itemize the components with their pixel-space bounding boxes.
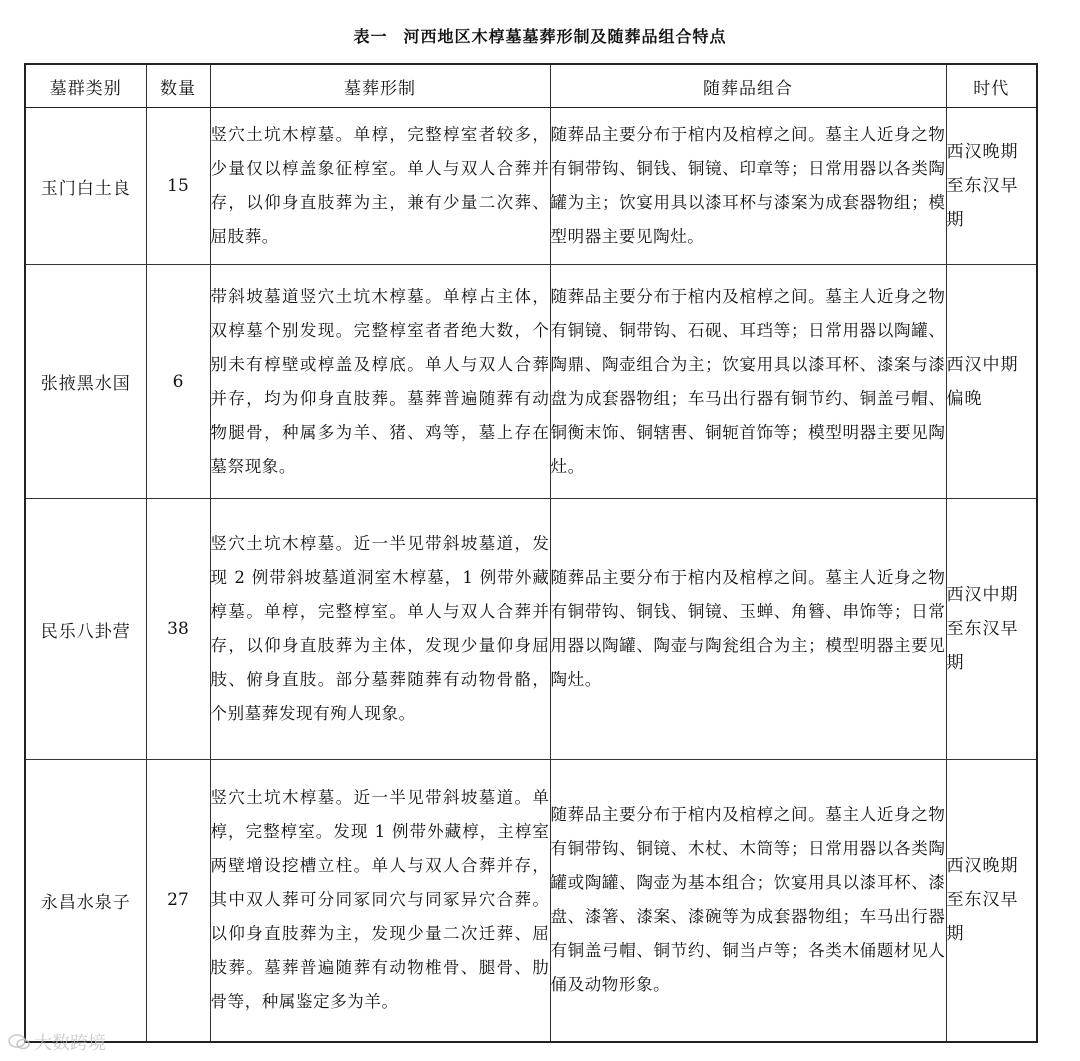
cell-count: 15 bbox=[146, 108, 210, 265]
cell-count: 6 bbox=[146, 265, 210, 499]
burial-table bbox=[24, 63, 1038, 1043]
watermark-text: 大数跨境 bbox=[34, 1033, 106, 1054]
table-row bbox=[25, 499, 1037, 760]
cell-group: 永昌水泉子 bbox=[25, 760, 146, 1042]
cell-form: 竖穴土坑木椁墓。近一半见带斜坡墓道。单椁，完整椁室。发现 1 例带外藏椁，主椁室两壁增设挖槽立柱。单人与双人合葬并存，其中双人葬可分同冢同穴与同冢异穴合葬。以仰身直肢葬为主，发现少量二次迁葬、屈肢葬。墓葬普遍随葬有动物椎骨、腿骨、肋骨等，种属鉴定多为羊。 bbox=[210, 760, 550, 1042]
table-caption: 河西地区木椁墓墓葬形制及随葬品组合特点 bbox=[403, 27, 727, 46]
cell-form: 竖穴土坑木椁墓。单椁，完整椁室者较多，少量仅以椁盖象征椁室。单人与双人合葬并存，以仰身直肢葬为主，兼有少量二次葬、屈肢葬。 bbox=[210, 108, 550, 265]
table-row bbox=[25, 760, 1037, 1042]
cell-goods: 随葬品主要分布于棺内及棺椁之间。墓主人近身之物有铜镜、铜带钩、石砚、耳珰等；日常用器以陶罐、陶鼎、陶壶组合为主；饮宴用具以漆耳杯、漆案与漆盘为成套器物组；车马出行器有铜节约、铜盖弓帽、铜衡末饰、铜辖軎、铜轭首饰等；模型明器主要见陶灶。 bbox=[550, 265, 946, 499]
header-form: 墓葬形制 bbox=[210, 64, 550, 108]
header-goods: 随葬品组合 bbox=[550, 64, 946, 108]
cell-period: 西汉晚期至东汉早期 bbox=[946, 108, 1037, 265]
cell-period: 西汉晚期至东汉早期 bbox=[946, 760, 1037, 1042]
cell-form: 带斜坡墓道竖穴土坑木椁墓。单椁占主体，双椁墓个别发现。完整椁室者者绝大数，个别未有椁壁或椁盖及椁底。单人与双人合葬并存，均为仰身直肢葬。墓葬普遍随葬有动物腿骨，种属多为羊、猪、鸡等，墓上存在墓祭现象。 bbox=[210, 265, 550, 499]
header-group: 墓群类别 bbox=[25, 64, 146, 108]
cell-group: 张掖黑水国 bbox=[25, 265, 146, 499]
cell-form: 竖穴土坑木椁墓。近一半见带斜坡墓道，发现 2 例带斜坡墓道洞室木椁墓，1 例带外藏椁墓。单椁，完整椁室。单人与双人合葬并存，以仰身直肢葬为主体，发现少量仰身屈肢、俯身直肢。部分墓葬随葬有动物骨骼，个别墓葬发现有殉人现象。 bbox=[210, 499, 550, 760]
chat-bubble-icon bbox=[8, 1033, 30, 1051]
header-count: 数量 bbox=[146, 64, 210, 108]
header-period: 时代 bbox=[946, 64, 1037, 108]
table-header-row bbox=[25, 64, 1037, 108]
cell-count: 27 bbox=[146, 760, 210, 1042]
cell-goods: 随葬品主要分布于棺内及棺椁之间。墓主人近身之物有铜带钩、铜镜、木杖、木筒等；日常用器以各类陶罐或陶罐、陶壶为基本组合；饮宴用具以漆耳杯、漆盘、漆箸、漆案、漆碗等为成套器物组；车马出行器有铜盖弓帽、铜节约、铜当卢等；各类木俑题材见人俑及动物形象。 bbox=[550, 760, 946, 1042]
cell-goods: 随葬品主要分布于棺内及棺椁之间。墓主人近身之物有铜带钩、铜钱、铜镜、玉蝉、角簪、串饰等；日常用器以陶罐、陶壶与陶瓮组合为主；模型明器主要见陶灶。 bbox=[550, 499, 946, 760]
cell-count: 38 bbox=[146, 499, 210, 760]
cell-goods: 随葬品主要分布于棺内及棺椁之间。墓主人近身之物有铜带钩、铜钱、铜镜、印章等；日常用器以各类陶罐为主；饮宴用具以漆耳杯与漆案为成套器物组；模型明器主要见陶灶。 bbox=[550, 108, 946, 265]
table-title bbox=[0, 24, 1080, 47]
table-number: 表一 bbox=[353, 27, 388, 46]
table-row bbox=[25, 265, 1037, 499]
cell-group: 民乐八卦营 bbox=[25, 499, 146, 760]
cell-period: 西汉中期偏晚 bbox=[946, 265, 1037, 499]
cell-period: 西汉中期至东汉早期 bbox=[946, 499, 1037, 760]
table-row bbox=[25, 108, 1037, 265]
cell-group: 玉门白土良 bbox=[25, 108, 146, 265]
watermark bbox=[8, 1029, 106, 1055]
